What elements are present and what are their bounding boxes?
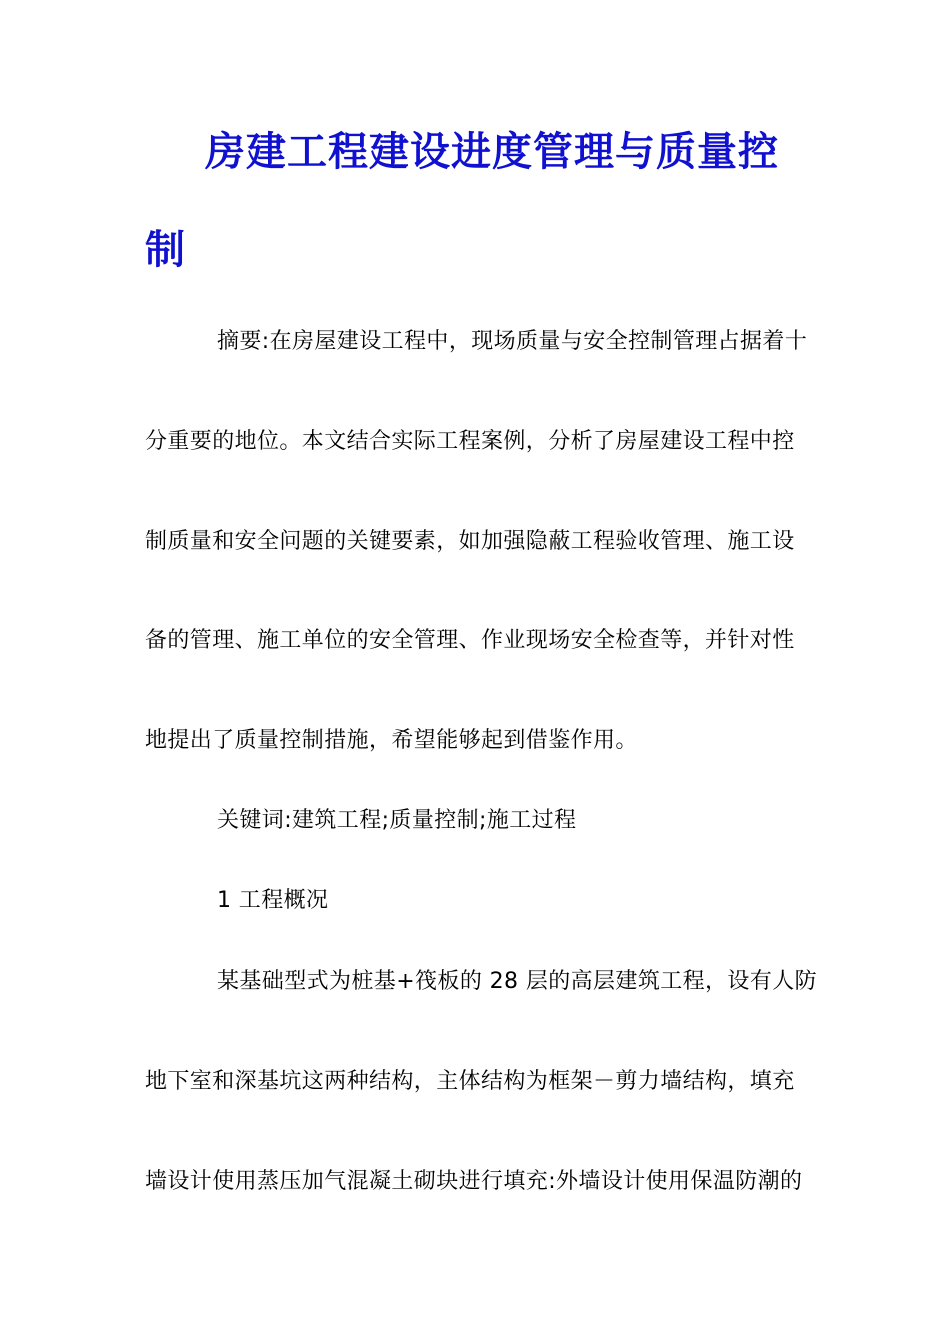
body-paragraph-line: 墙设计使用蒸压加气混凝土砌块进行填充:外墙设计使用保温防潮的: [145, 1169, 803, 1194]
document-title-line-1: 房建工程建设进度管理与质量控: [205, 128, 779, 175]
body-paragraph-line: 地下室和深基坑这两种结构，主体结构为框架－剪力墙结构，填充: [145, 1069, 795, 1094]
abstract-line: 制质量和安全问题的关键要素，如加强隐蔽工程验收管理、施工设: [145, 529, 795, 554]
abstract-line: 地提出了质量控制措施，希望能够起到借鉴作用。: [145, 728, 638, 753]
abstract-line: 分重要的地位。本文结合实际工程案例，分析了房屋建设工程中控: [145, 429, 795, 454]
abstract-line: 备的管理、施工单位的安全管理、作业现场安全检查等，并针对性: [145, 628, 795, 653]
document-title-line-2: 制: [145, 226, 186, 273]
body-paragraph-line: 某基础型式为桩基+筏板的 28 层的高层建筑工程，设有人防: [217, 969, 818, 994]
keywords-line: 关键词:建筑工程;质量控制;施工过程: [217, 808, 577, 833]
section-heading: 1 工程概况: [217, 888, 329, 913]
abstract-line: 摘要:在房屋建设工程中，现场质量与安全控制管理占据着十: [217, 329, 808, 354]
